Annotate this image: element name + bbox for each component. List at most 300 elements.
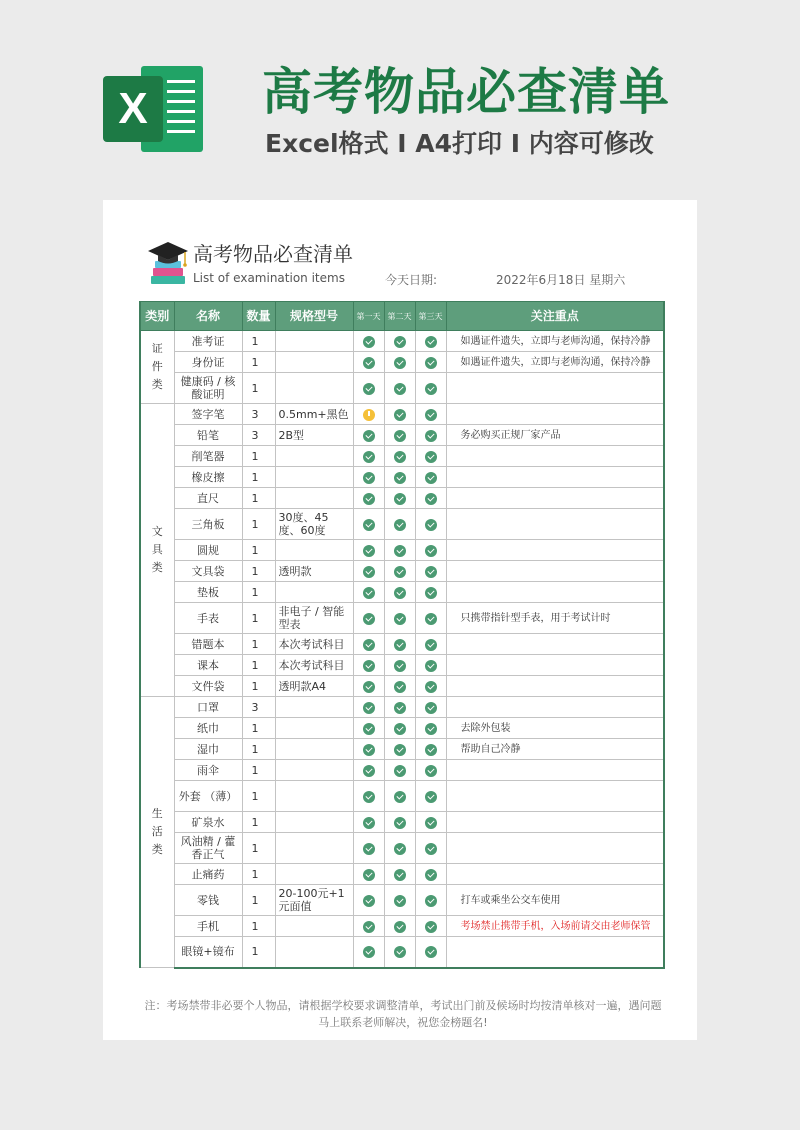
- day2-status-cell[interactable]: [384, 864, 415, 885]
- item-quantity-cell[interactable]: 1: [242, 655, 275, 676]
- day3-status-cell[interactable]: [415, 697, 446, 718]
- day3-status-cell[interactable]: [415, 676, 446, 697]
- item-spec-cell[interactable]: 本次考试科目: [275, 655, 353, 676]
- table-row: [140, 446, 664, 467]
- day3-status-cell[interactable]: [415, 582, 446, 603]
- day1-status-cell[interactable]: [353, 509, 384, 540]
- check-circle-icon: [394, 869, 406, 881]
- item-spec-cell[interactable]: [275, 760, 353, 781]
- item-note-cell[interactable]: 务必购买正规厂家产品: [446, 425, 664, 446]
- item-spec-cell[interactable]: 0.5mm+黑色: [275, 404, 353, 425]
- table-row: [140, 352, 664, 373]
- table-body: [140, 331, 664, 968]
- item-note-cell[interactable]: [446, 676, 664, 697]
- check-circle-icon: [363, 357, 375, 369]
- item-name-cell[interactable]: 外套 （薄）: [174, 781, 242, 812]
- check-circle-icon: [363, 744, 375, 756]
- check-circle-icon: [425, 409, 437, 421]
- table-row: [140, 718, 664, 739]
- item-spec-cell[interactable]: 30度、45度、60度: [275, 509, 353, 540]
- day3-status-cell[interactable]: [415, 937, 446, 968]
- item-spec-cell[interactable]: [275, 488, 353, 509]
- item-quantity-cell[interactable]: 1: [242, 885, 275, 916]
- item-note-cell[interactable]: [446, 812, 664, 833]
- item-quantity-cell[interactable]: 1: [242, 582, 275, 603]
- check-circle-icon: [363, 660, 375, 672]
- item-note-cell[interactable]: [446, 488, 664, 509]
- day2-status-cell[interactable]: [384, 812, 415, 833]
- item-name-cell[interactable]: 眼镜+镜布: [174, 937, 242, 968]
- item-note-cell[interactable]: 如遇证件遗失，立即与老师沟通，保持冷静: [446, 352, 664, 373]
- item-spec-cell[interactable]: 20-100元+1元面值: [275, 885, 353, 916]
- item-quantity-cell[interactable]: 1: [242, 331, 275, 352]
- item-quantity-cell[interactable]: 1: [242, 676, 275, 697]
- table-header-row: [140, 302, 664, 331]
- item-note-cell[interactable]: [446, 697, 664, 718]
- check-circle-icon: [363, 702, 375, 714]
- table-row: [140, 404, 664, 425]
- check-circle-icon: [363, 765, 375, 777]
- check-circle-icon: [394, 613, 406, 625]
- day2-status-cell[interactable]: [384, 331, 415, 352]
- check-circle-icon: [425, 519, 437, 531]
- item-note-cell[interactable]: 帮助自己冷静: [446, 739, 664, 760]
- table-row: [140, 373, 664, 404]
- check-circle-icon: [394, 587, 406, 599]
- item-quantity-cell[interactable]: 1: [242, 718, 275, 739]
- day1-status-cell[interactable]: [353, 697, 384, 718]
- item-name-cell[interactable]: 手表: [174, 603, 242, 634]
- table-row: [140, 937, 664, 968]
- item-spec-cell[interactable]: 透明款: [275, 561, 353, 582]
- item-name-cell[interactable]: 课本: [174, 655, 242, 676]
- item-name-cell[interactable]: 风油精 / 藿香正气: [174, 833, 242, 864]
- day1-status-cell[interactable]: [353, 540, 384, 561]
- day1-status-cell[interactable]: [353, 352, 384, 373]
- day1-status-cell[interactable]: [353, 404, 384, 425]
- table-row: [140, 488, 664, 509]
- day2-status-cell[interactable]: [384, 937, 415, 968]
- item-quantity-cell[interactable]: 1: [242, 634, 275, 655]
- check-circle-icon: [425, 817, 437, 829]
- item-name-cell[interactable]: 纸巾: [174, 718, 242, 739]
- item-quantity-cell[interactable]: 1: [242, 937, 275, 968]
- day3-status-cell[interactable]: [415, 864, 446, 885]
- item-quantity-cell[interactable]: 3: [242, 697, 275, 718]
- item-spec-cell[interactable]: [275, 331, 353, 352]
- table-row: [140, 603, 664, 634]
- item-quantity-cell[interactable]: 1: [242, 467, 275, 488]
- check-circle-icon: [425, 566, 437, 578]
- check-circle-icon: [394, 895, 406, 907]
- day3-status-cell[interactable]: [415, 603, 446, 634]
- day3-status-cell[interactable]: [415, 446, 446, 467]
- item-name-cell[interactable]: 文具袋: [174, 561, 242, 582]
- item-name-cell[interactable]: 零钱: [174, 885, 242, 916]
- check-circle-icon: [425, 587, 437, 599]
- item-spec-cell[interactable]: [275, 697, 353, 718]
- day1-status-cell[interactable]: [353, 781, 384, 812]
- day3-status-cell[interactable]: [415, 781, 446, 812]
- table-row: [140, 781, 664, 812]
- day3-status-cell[interactable]: [415, 812, 446, 833]
- item-name-cell[interactable]: 签字笔: [174, 404, 242, 425]
- day1-status-cell[interactable]: [353, 467, 384, 488]
- table-row: [140, 833, 664, 864]
- check-circle-icon: [394, 566, 406, 578]
- item-spec-cell[interactable]: 非电子 / 智能型表: [275, 603, 353, 634]
- check-circle-icon: [394, 545, 406, 557]
- check-circle-icon: [363, 639, 375, 651]
- day3-status-cell[interactable]: [415, 540, 446, 561]
- item-note-cell[interactable]: [446, 561, 664, 582]
- item-name-cell[interactable]: 矿泉水: [174, 812, 242, 833]
- item-spec-cell[interactable]: [275, 916, 353, 937]
- day1-status-cell[interactable]: [353, 916, 384, 937]
- check-circle-icon: [363, 519, 375, 531]
- item-note-cell[interactable]: 如遇证件遗失，立即与老师沟通，保持冷静: [446, 331, 664, 352]
- item-note-cell[interactable]: [446, 404, 664, 425]
- check-circle-icon: [363, 681, 375, 693]
- header-category: 类别: [140, 302, 174, 331]
- check-circle-icon: [394, 519, 406, 531]
- day1-status-cell[interactable]: [353, 833, 384, 864]
- item-note-cell[interactable]: [446, 634, 664, 655]
- check-circle-icon: [394, 744, 406, 756]
- item-name-cell[interactable]: 文件袋: [174, 676, 242, 697]
- item-note-cell[interactable]: 打车或乘坐公交车使用: [446, 885, 664, 916]
- day3-status-cell[interactable]: [415, 352, 446, 373]
- check-circle-icon: [363, 843, 375, 855]
- check-circle-icon: [425, 357, 437, 369]
- category-cell: 文 具 类: [140, 404, 174, 697]
- table-row: [140, 509, 664, 540]
- table-row: [140, 331, 664, 352]
- day1-status-cell[interactable]: [353, 655, 384, 676]
- day2-status-cell[interactable]: [384, 373, 415, 404]
- check-circle-icon: [394, 723, 406, 735]
- check-circle-icon: [394, 639, 406, 651]
- day1-status-cell[interactable]: [353, 885, 384, 916]
- day1-status-cell[interactable]: [353, 676, 384, 697]
- day3-status-cell[interactable]: [415, 404, 446, 425]
- check-circle-icon: [394, 843, 406, 855]
- checklist-table: [139, 301, 665, 969]
- check-circle-icon: [363, 430, 375, 442]
- day3-status-cell[interactable]: [415, 760, 446, 781]
- check-circle-icon: [363, 545, 375, 557]
- table-row: [140, 540, 664, 561]
- item-name-cell[interactable]: 圆规: [174, 540, 242, 561]
- item-note-cell[interactable]: 只携带指针型手表，用于考试计时: [446, 603, 664, 634]
- day2-status-cell[interactable]: [384, 352, 415, 373]
- item-note-cell[interactable]: [446, 582, 664, 603]
- excel-logo-letter: X: [103, 76, 163, 142]
- item-spec-cell[interactable]: [275, 864, 353, 885]
- item-quantity-cell[interactable]: 1: [242, 833, 275, 864]
- day1-status-cell[interactable]: [353, 937, 384, 968]
- day1-status-cell[interactable]: [353, 739, 384, 760]
- day2-status-cell[interactable]: [384, 582, 415, 603]
- check-circle-icon: [394, 451, 406, 463]
- day2-status-cell[interactable]: [384, 676, 415, 697]
- day2-status-cell[interactable]: [384, 561, 415, 582]
- item-quantity-cell[interactable]: 1: [242, 540, 275, 561]
- table-row: [140, 697, 664, 718]
- item-name-cell[interactable]: 错题本: [174, 634, 242, 655]
- day1-status-cell[interactable]: [353, 582, 384, 603]
- check-circle-icon: [394, 660, 406, 672]
- item-spec-cell[interactable]: 透明款A4: [275, 676, 353, 697]
- check-circle-icon: [363, 791, 375, 803]
- day3-status-cell[interactable]: [415, 561, 446, 582]
- check-circle-icon: [425, 639, 437, 651]
- table-row: [140, 561, 664, 582]
- date-value[interactable]: 2022年6月18日 星期六: [496, 273, 626, 287]
- item-note-cell[interactable]: 去除外包装: [446, 718, 664, 739]
- day1-status-cell[interactable]: [353, 373, 384, 404]
- check-circle-icon: [425, 472, 437, 484]
- item-name-cell[interactable]: 身份证: [174, 352, 242, 373]
- check-circle-icon: [394, 383, 406, 395]
- check-circle-icon: [425, 791, 437, 803]
- item-spec-cell[interactable]: [275, 718, 353, 739]
- table-row: [140, 467, 664, 488]
- item-spec-cell[interactable]: 本次考试科目: [275, 634, 353, 655]
- check-circle-icon: [425, 895, 437, 907]
- check-circle-icon: [394, 817, 406, 829]
- day1-status-cell[interactable]: [353, 425, 384, 446]
- check-circle-icon: [394, 946, 406, 958]
- day3-status-cell[interactable]: [415, 331, 446, 352]
- day3-status-cell[interactable]: [415, 916, 446, 937]
- check-circle-icon: [425, 765, 437, 777]
- day3-status-cell[interactable]: [415, 655, 446, 676]
- day2-status-cell[interactable]: [384, 404, 415, 425]
- item-name-cell[interactable]: 湿巾: [174, 739, 242, 760]
- day2-status-cell[interactable]: [384, 603, 415, 634]
- item-quantity-cell[interactable]: 1: [242, 561, 275, 582]
- item-quantity-cell[interactable]: 1: [242, 864, 275, 885]
- day2-status-cell[interactable]: [384, 425, 415, 446]
- exclamation-circle-icon: [363, 409, 375, 421]
- day2-status-cell[interactable]: [384, 697, 415, 718]
- item-name-cell[interactable]: 三角板: [174, 509, 242, 540]
- header-quantity: 数量: [242, 302, 275, 331]
- category-cell: 证 件 类: [140, 331, 174, 404]
- day1-status-cell[interactable]: [353, 760, 384, 781]
- item-spec-cell[interactable]: [275, 467, 353, 488]
- category-cell: 生 活 类: [140, 697, 174, 968]
- item-name-cell[interactable]: 健康码 / 核酸证明: [174, 373, 242, 404]
- day2-status-cell[interactable]: [384, 655, 415, 676]
- item-note-cell[interactable]: [446, 446, 664, 467]
- day1-status-cell[interactable]: [353, 864, 384, 885]
- day1-status-cell[interactable]: [353, 561, 384, 582]
- day2-status-cell[interactable]: [384, 467, 415, 488]
- day2-status-cell[interactable]: [384, 540, 415, 561]
- item-spec-cell[interactable]: [275, 373, 353, 404]
- check-circle-icon: [425, 744, 437, 756]
- item-note-cell[interactable]: [446, 781, 664, 812]
- item-spec-cell[interactable]: [275, 352, 353, 373]
- table-row: [140, 916, 664, 937]
- item-spec-cell[interactable]: [275, 833, 353, 864]
- item-spec-cell[interactable]: 2B型: [275, 425, 353, 446]
- item-spec-cell[interactable]: [275, 739, 353, 760]
- item-name-cell[interactable]: 削笔器: [174, 446, 242, 467]
- day3-status-cell[interactable]: [415, 467, 446, 488]
- item-quantity-cell[interactable]: 1: [242, 509, 275, 540]
- item-quantity-cell[interactable]: 1: [242, 603, 275, 634]
- item-quantity-cell[interactable]: 1: [242, 373, 275, 404]
- check-circle-icon: [394, 921, 406, 933]
- table-row: [140, 425, 664, 446]
- check-circle-icon: [363, 493, 375, 505]
- check-circle-icon: [425, 336, 437, 348]
- day3-status-cell[interactable]: [415, 425, 446, 446]
- item-name-cell[interactable]: 直尺: [174, 488, 242, 509]
- day2-status-cell[interactable]: [384, 739, 415, 760]
- day2-status-cell[interactable]: [384, 781, 415, 812]
- item-note-cell[interactable]: [446, 833, 664, 864]
- item-name-cell[interactable]: 手机: [174, 916, 242, 937]
- day2-status-cell[interactable]: [384, 446, 415, 467]
- day2-status-cell[interactable]: [384, 760, 415, 781]
- day3-status-cell[interactable]: [415, 739, 446, 760]
- item-quantity-cell[interactable]: 1: [242, 781, 275, 812]
- table-row: [140, 676, 664, 697]
- day3-status-cell[interactable]: [415, 718, 446, 739]
- item-name-cell[interactable]: 橡皮擦: [174, 467, 242, 488]
- item-quantity-cell[interactable]: 1: [242, 446, 275, 467]
- check-circle-icon: [363, 472, 375, 484]
- item-quantity-cell[interactable]: 1: [242, 488, 275, 509]
- item-name-cell[interactable]: 准考证: [174, 331, 242, 352]
- check-circle-icon: [363, 723, 375, 735]
- footnote: 注：考场禁带非必要个人物品，请根据学校要求调整清单，考试出门前及候场时均按清单核对一遍，遇问题马上联系老师解决，祝您金榜题名!: [144, 999, 662, 1029]
- day3-status-cell[interactable]: [415, 833, 446, 864]
- check-circle-icon: [363, 869, 375, 881]
- item-note-cell[interactable]: [446, 655, 664, 676]
- sheet-subtitle: List of examination items: [193, 271, 345, 285]
- day3-status-cell[interactable]: [415, 373, 446, 404]
- item-spec-cell[interactable]: [275, 937, 353, 968]
- check-circle-icon: [425, 681, 437, 693]
- item-note-cell[interactable]: [446, 373, 664, 404]
- item-spec-cell[interactable]: [275, 540, 353, 561]
- item-name-cell[interactable]: 铅笔: [174, 425, 242, 446]
- day1-status-cell[interactable]: [353, 634, 384, 655]
- check-circle-icon: [363, 817, 375, 829]
- promo-banner: [0, 0, 800, 190]
- item-quantity-cell[interactable]: 3: [242, 404, 275, 425]
- day2-status-cell[interactable]: [384, 509, 415, 540]
- item-note-cell[interactable]: [446, 467, 664, 488]
- day1-status-cell[interactable]: [353, 446, 384, 467]
- item-name-cell[interactable]: 雨伞: [174, 760, 242, 781]
- item-note-cell[interactable]: [446, 937, 664, 968]
- check-circle-icon: [394, 493, 406, 505]
- sheet-title: 高考物品必查清单: [193, 242, 353, 266]
- day1-status-cell[interactable]: [353, 488, 384, 509]
- day2-status-cell[interactable]: [384, 488, 415, 509]
- header-day1: 第一天: [353, 302, 384, 331]
- check-circle-icon: [425, 613, 437, 625]
- check-circle-icon: [363, 921, 375, 933]
- item-spec-cell[interactable]: [275, 582, 353, 603]
- table-row: [140, 864, 664, 885]
- check-circle-icon: [363, 336, 375, 348]
- item-name-cell[interactable]: 止痛药: [174, 864, 242, 885]
- day2-status-cell[interactable]: [384, 833, 415, 864]
- day2-status-cell[interactable]: [384, 916, 415, 937]
- day1-status-cell[interactable]: [353, 812, 384, 833]
- check-circle-icon: [394, 765, 406, 777]
- check-circle-icon: [363, 383, 375, 395]
- check-circle-icon: [425, 383, 437, 395]
- item-spec-cell[interactable]: [275, 812, 353, 833]
- check-circle-icon: [425, 702, 437, 714]
- item-quantity-cell[interactable]: 3: [242, 425, 275, 446]
- check-circle-icon: [394, 430, 406, 442]
- item-note-cell[interactable]: [446, 760, 664, 781]
- date-label: 今天日期:: [385, 273, 438, 287]
- day3-status-cell[interactable]: [415, 488, 446, 509]
- item-note-cell[interactable]: [446, 864, 664, 885]
- item-spec-cell[interactable]: [275, 446, 353, 467]
- day3-status-cell[interactable]: [415, 885, 446, 916]
- item-quantity-cell[interactable]: 1: [242, 352, 275, 373]
- check-circle-icon: [363, 895, 375, 907]
- item-spec-cell[interactable]: [275, 781, 353, 812]
- day2-status-cell[interactable]: [384, 885, 415, 916]
- day1-status-cell[interactable]: [353, 331, 384, 352]
- day3-status-cell[interactable]: [415, 634, 446, 655]
- check-circle-icon: [394, 702, 406, 714]
- check-circle-icon: [363, 587, 375, 599]
- item-name-cell[interactable]: 口罩: [174, 697, 242, 718]
- table-row: [140, 739, 664, 760]
- table-row: [140, 634, 664, 655]
- check-circle-icon: [394, 409, 406, 421]
- item-quantity-cell[interactable]: 1: [242, 916, 275, 937]
- table-row: [140, 655, 664, 676]
- table-row: [140, 760, 664, 781]
- item-quantity-cell[interactable]: 1: [242, 739, 275, 760]
- header-notes: 关注重点: [446, 302, 664, 331]
- table-row: [140, 812, 664, 833]
- header-name: 名称: [174, 302, 242, 331]
- item-quantity-cell[interactable]: 1: [242, 812, 275, 833]
- check-circle-icon: [425, 660, 437, 672]
- check-circle-icon: [425, 545, 437, 557]
- item-note-cell[interactable]: [446, 509, 664, 540]
- day2-status-cell[interactable]: [384, 718, 415, 739]
- day1-status-cell[interactable]: [353, 718, 384, 739]
- item-note-cell[interactable]: [446, 540, 664, 561]
- item-note-cell[interactable]: 考场禁止携带手机，入场前请交由老师保管: [446, 916, 664, 937]
- item-quantity-cell[interactable]: 1: [242, 760, 275, 781]
- day1-status-cell[interactable]: [353, 603, 384, 634]
- day2-status-cell[interactable]: [384, 634, 415, 655]
- check-circle-icon: [394, 336, 406, 348]
- item-name-cell[interactable]: 垫板: [174, 582, 242, 603]
- sheet-header: [103, 200, 697, 300]
- day3-status-cell[interactable]: [415, 509, 446, 540]
- header-day3: 第三天: [415, 302, 446, 331]
- check-circle-icon: [394, 357, 406, 369]
